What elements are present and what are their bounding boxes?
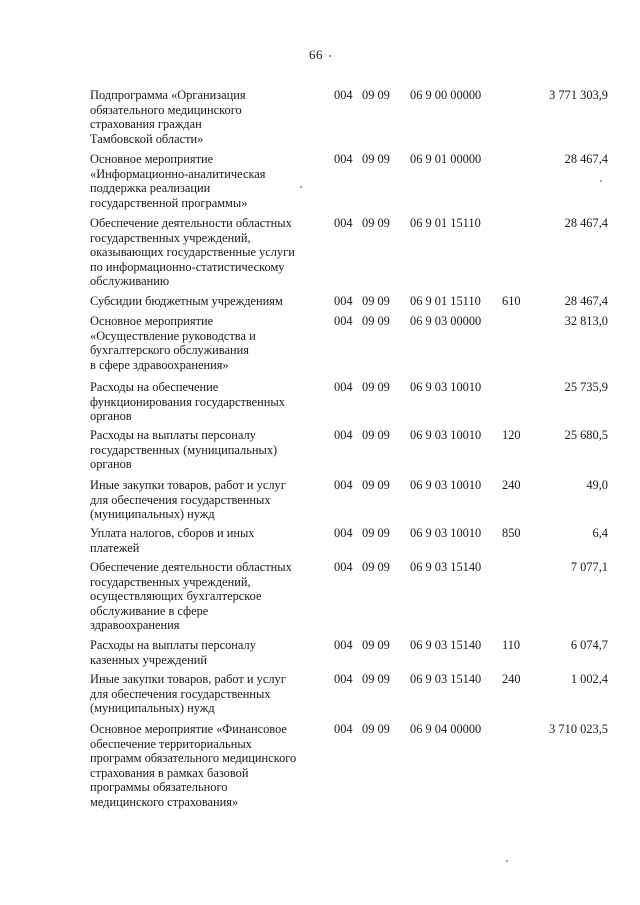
article-code: 06 9 03 10010 — [410, 380, 482, 394]
row-name — [90, 216, 322, 289]
row-name-line: государственных учреждений, — [90, 574, 251, 589]
row-name-line: органов — [90, 457, 132, 472]
article-code: 06 9 03 15140 — [410, 560, 482, 574]
sum-value: 25 680,5 — [564, 428, 608, 442]
expense-type-code: 240 — [502, 478, 521, 492]
row-name — [90, 294, 322, 309]
article-code: 06 9 01 15110 — [410, 216, 481, 230]
row-name-line: государственных (муниципальных) — [90, 442, 278, 457]
row-name — [90, 478, 322, 522]
row-name-line: обслуживание в сфере — [90, 603, 209, 618]
row-name — [90, 526, 322, 555]
admin-code: 004 — [334, 672, 353, 686]
expense-type-code: 240 — [502, 672, 521, 686]
row-name-line: Уплата налогов, сборов и иных — [90, 526, 255, 540]
expense-type-code: 610 — [502, 294, 521, 308]
admin-code: 004 — [334, 526, 353, 540]
row-name — [90, 88, 322, 146]
row-name-line: Основное мероприятие «Финансовое — [90, 722, 287, 736]
row-name-line: Расходы на выплаты персоналу — [90, 428, 256, 442]
admin-code: 004 — [334, 428, 353, 442]
admin-code: 004 — [334, 294, 353, 308]
section-code: 09 09 — [362, 478, 390, 492]
article-code: 06 9 03 15140 — [410, 672, 482, 686]
article-code: 06 9 03 10010 — [410, 428, 482, 442]
section-code: 09 09 — [362, 526, 390, 540]
row-name-line: поддержка реализации — [90, 181, 211, 196]
article-code: 06 9 04 00000 — [410, 722, 482, 736]
scan-speck — [329, 55, 331, 57]
row-name-line: по информационно-статистическому — [90, 259, 285, 274]
row-name-line: Обеспечение деятельности областных — [90, 560, 292, 574]
section-code: 09 09 — [362, 380, 390, 394]
page-number-text: 66 — [309, 47, 323, 62]
row-name-line: обслуживанию — [90, 274, 170, 289]
admin-code: 004 — [334, 152, 353, 166]
admin-code: 004 — [334, 88, 353, 102]
expense-type-code: 850 — [502, 526, 521, 540]
section-code: 09 09 — [362, 560, 390, 574]
sum-value: 49,0 — [586, 478, 608, 492]
sum-value: 3 771 303,9 — [549, 88, 608, 102]
row-name-line: Подпрограмма «Организация — [90, 88, 246, 102]
sum-value: 28 467,4 — [564, 152, 608, 166]
scan-speck — [300, 186, 302, 188]
row-name-line: обязательного медицинского — [90, 102, 242, 117]
sum-value: 1 002,4 — [570, 672, 608, 686]
admin-code: 004 — [334, 380, 353, 394]
row-name-line: страхования в рамках базовой — [90, 765, 249, 780]
row-name-line: осуществляющих бухгалтерское — [90, 589, 262, 604]
row-name — [90, 560, 322, 633]
section-code: 09 09 — [362, 216, 390, 230]
row-name-line: Обеспечение деятельности областных — [90, 216, 292, 230]
section-code: 09 09 — [362, 314, 390, 328]
row-name — [90, 672, 322, 716]
expense-type-code: 120 — [502, 428, 521, 442]
sum-value: 6,4 — [592, 526, 608, 540]
section-code: 09 09 — [362, 638, 390, 652]
row-name-line: Тамбовской области» — [90, 131, 204, 146]
row-name-line: платежей — [90, 540, 140, 555]
expense-type-code: 110 — [502, 638, 521, 652]
admin-code: 004 — [334, 560, 353, 574]
row-name — [90, 380, 322, 424]
section-code: 09 09 — [362, 672, 390, 686]
row-name-line: обеспечение территориальных — [90, 736, 252, 751]
sum-value: 3 710 023,5 — [549, 722, 608, 736]
row-name-line: Иные закупки товаров, работ и услуг — [90, 478, 286, 492]
row-name — [90, 314, 322, 372]
row-name-line: Основное мероприятие — [90, 314, 214, 328]
row-name-line: Расходы на выплаты персоналу — [90, 638, 256, 652]
row-name-line: медицинского страхования» — [90, 794, 239, 809]
row-name-line: здравоохранения — [90, 618, 180, 633]
sum-value: 25 735,9 — [564, 380, 608, 394]
row-name-line: (муниципальных) нужд — [90, 507, 215, 522]
article-code: 06 9 00 00000 — [410, 88, 482, 102]
row-name-line: программы обязательного — [90, 780, 228, 795]
section-code: 09 09 — [362, 152, 390, 166]
row-name-line: страхования граждан — [90, 117, 202, 132]
row-name-line: оказывающих государственные услуги — [90, 245, 295, 260]
sum-value: 7 077,1 — [570, 560, 608, 574]
sum-value: 28 467,4 — [564, 216, 608, 230]
section-code: 09 09 — [362, 294, 390, 308]
row-name-line: в сфере здравоохранения» — [90, 357, 229, 372]
row-name-line: бухгалтерского обслуживания — [90, 343, 249, 358]
row-name-line: для обеспечения государственных — [90, 686, 271, 701]
section-code: 09 09 — [362, 722, 390, 736]
row-name-line: «Осуществление руководства и — [90, 328, 256, 343]
row-name — [90, 428, 322, 472]
section-code: 09 09 — [362, 428, 390, 442]
row-name-line: государственной программы» — [90, 195, 248, 210]
row-name-line: государственных учреждений, — [90, 230, 251, 245]
row-name-line: казенных учреждений — [90, 652, 207, 667]
row-name-line: для обеспечения государственных — [90, 492, 271, 507]
article-code: 06 9 01 00000 — [410, 152, 482, 166]
row-name-line: программ обязательного медицинского — [90, 751, 297, 766]
section-code: 09 09 — [362, 88, 390, 102]
row-name-line: (муниципальных) нужд — [90, 701, 215, 716]
article-code: 06 9 03 10010 — [410, 478, 482, 492]
admin-code: 004 — [334, 478, 353, 492]
page-number — [0, 48, 640, 63]
row-name — [90, 638, 322, 667]
sum-value: 28 467,4 — [564, 294, 608, 308]
article-code: 06 9 03 00000 — [410, 314, 482, 328]
row-name-line: Основное мероприятие — [90, 152, 214, 166]
sum-value: 6 074,7 — [570, 638, 608, 652]
row-name-line: функционирования государственных — [90, 394, 285, 409]
row-name — [90, 722, 322, 810]
article-code: 06 9 01 15110 — [410, 294, 481, 308]
article-code: 06 9 03 10010 — [410, 526, 482, 540]
admin-code: 004 — [334, 638, 353, 652]
admin-code: 004 — [334, 722, 353, 736]
sum-value: 32 813,0 — [564, 314, 608, 328]
scan-speck — [600, 180, 602, 182]
row-name — [90, 152, 322, 210]
row-name-line: Субсидии бюджетным учреждениям — [90, 294, 283, 308]
admin-code: 004 — [334, 216, 353, 230]
row-name-line: Расходы на обеспечение — [90, 380, 219, 394]
row-name-line: Иные закупки товаров, работ и услуг — [90, 672, 286, 686]
row-name-line: «Информационно-аналитическая — [90, 166, 266, 181]
article-code: 06 9 03 15140 — [410, 638, 482, 652]
admin-code: 004 — [334, 314, 353, 328]
row-name-line: органов — [90, 409, 132, 424]
scan-speck — [506, 860, 508, 862]
